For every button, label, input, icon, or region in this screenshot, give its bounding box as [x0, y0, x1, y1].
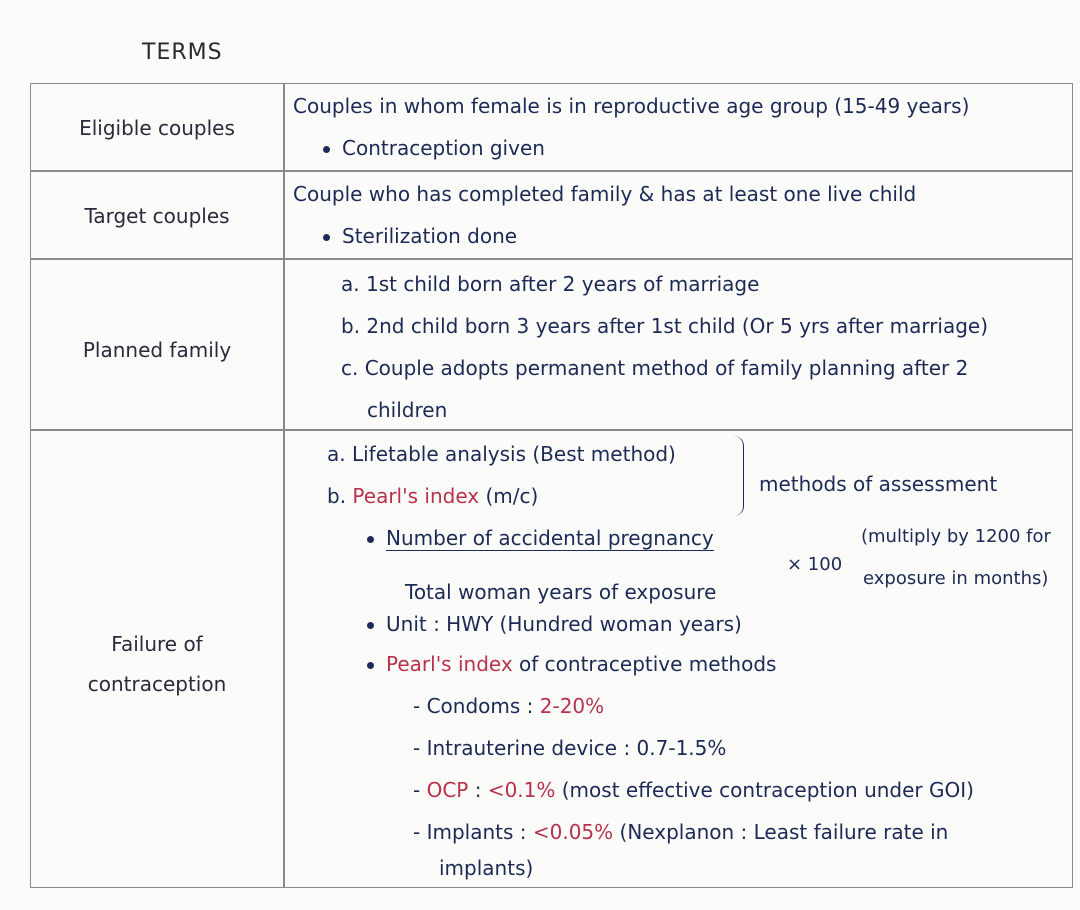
definition-line: c. Couple adopts permanent method of family planning after 2 [341, 356, 969, 380]
pearls-index-line: b. Pearl's index (m/c) [327, 484, 539, 508]
pearl-methods-line: Pearl's index of contraceptive methods [367, 652, 776, 676]
term-eligible-couples: Eligible couples [79, 116, 235, 140]
method-condoms: - Condoms : 2-20% [413, 694, 605, 718]
list-item: Contraception given [293, 128, 1068, 170]
formula-note: (multiply by 1200 for [861, 526, 1051, 547]
method-ocp: - OCP : <0.1% (most effective contraception under GOI) [413, 778, 974, 802]
definition-target-couples [293, 174, 1068, 258]
formula-note: exposure in months) [863, 568, 1049, 589]
term-target-couples: Target couples [84, 204, 230, 228]
brace-icon [725, 436, 744, 516]
page-title: TERMS [142, 40, 223, 65]
formula-numerator: Number of accidental pregnancy [367, 526, 714, 550]
bullet-icon [323, 146, 330, 153]
term-planned-family: Planned family [82, 338, 232, 362]
definition-line: b. 2nd child born 3 years after 1st child (Or 5 yrs after marriage) [341, 314, 989, 338]
definition-line: Couple who has completed family & has at least one live child [293, 182, 917, 206]
definition-line: Couples in whom female is in reproductive age group (15-49 years) [293, 94, 970, 118]
term-failure-of-contraception: Failure of contraception [87, 632, 227, 696]
bullet-icon [367, 622, 374, 629]
list-item: Sterilization done [293, 216, 1068, 258]
definition-line: a. 1st child born after 2 years of marriage [341, 272, 760, 296]
definition-line: children [367, 398, 448, 422]
row-divider [31, 170, 1072, 172]
row-divider [31, 258, 1072, 260]
lifetable-analysis: a. Lifetable analysis (Best method) [327, 442, 676, 466]
bullet-icon [367, 536, 374, 543]
column-divider [283, 84, 285, 887]
definition-eligible-couples [293, 86, 1068, 170]
method-implants-cont: implants) [439, 856, 534, 880]
bullet-icon [323, 234, 330, 241]
method-iud: - Intrauterine device : 0.7-1.5% [413, 736, 727, 760]
formula-multiplier: × 100 [787, 554, 843, 575]
definition-planned-family [293, 264, 1068, 432]
terms-table [30, 83, 1073, 888]
bullet-icon [367, 662, 374, 669]
method-implants: - Implants : <0.05% (Nexplanon : Least failure rate in [413, 820, 949, 844]
unit-line: Unit : HWY (Hundred woman years) [367, 612, 742, 636]
brace-label: methods of assessment [759, 472, 998, 496]
formula-denominator: Total woman years of exposure [405, 580, 717, 604]
